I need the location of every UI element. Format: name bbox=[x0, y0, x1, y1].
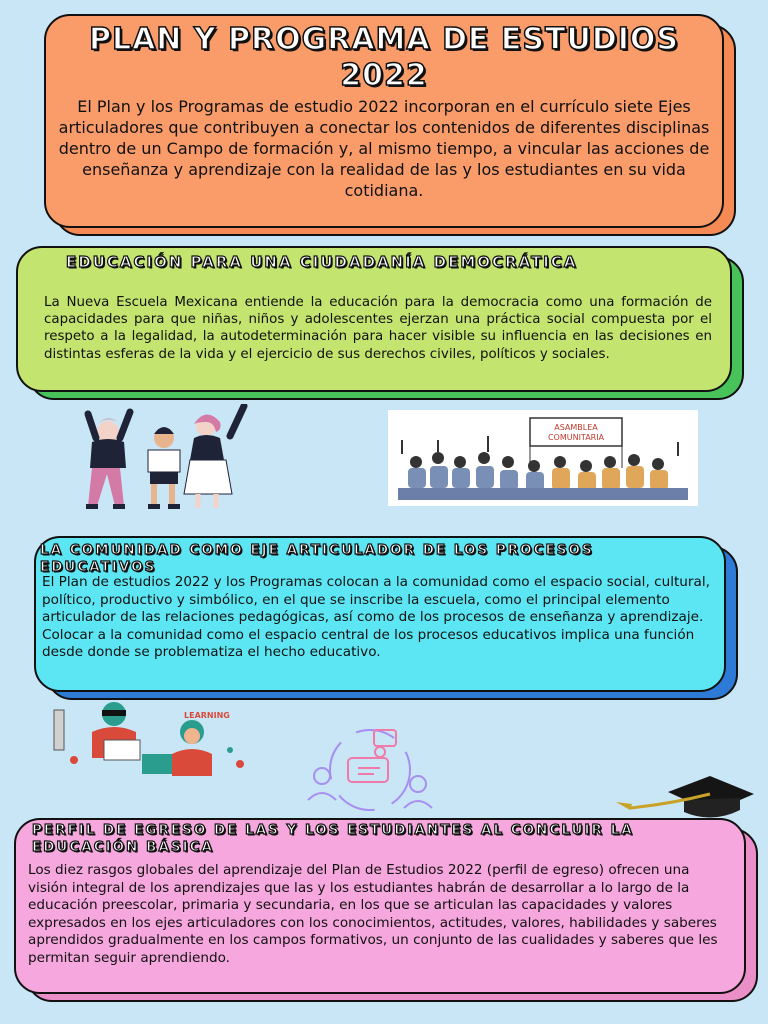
ciudadania-title: EDUCACIÓN PARA UNA CIUDADANÍA DEMOCRÁTICA bbox=[66, 253, 578, 271]
graduation-cap-icon bbox=[614, 772, 760, 824]
asamblea-sign-text: ASAMBLEA COMUNITARIA bbox=[547, 423, 605, 442]
main-title: PLAN Y PROGRAMA DE ESTUDIOS 2022 bbox=[88, 22, 680, 93]
community-network-icon bbox=[290, 724, 450, 816]
learning-sign-text: LEARNING bbox=[184, 711, 230, 720]
comunidad-title: LA COMUNIDAD COMO EJE ARTICULADOR DE LOS PROCESOS EDUCATIVOS bbox=[40, 542, 594, 575]
people-cheering-illustration bbox=[68, 404, 258, 516]
perfil-egreso-text: Los diez rasgos globales del aprendizaje del Plan de Estudios 2022 (perfil de egreso) ofrecen una visión integral de los aprendizajes que las y los estudiantes habrán de desarrollar a lo largo de la educación preescolar, primaria y secundaria, en los que se articulan las capacidades y valores expresados en los ejes articuladores con los conocimientos, actitudes, valores, habilidades y saberes aprendidos gradualmente en los campos formativos, un conjunto de las cualidades y saberes que les permitan seguir aprendiendo. bbox=[28, 862, 718, 966]
perfil-egreso-card bbox=[14, 818, 746, 994]
perfil-egreso-title: PERFIL DE EGRESO DE LAS Y LOS ESTUDIANTES AL CONCLUIR LA EDUCACIÓN BÁSICA bbox=[32, 822, 634, 855]
learning-illustration bbox=[44, 698, 252, 782]
plan-programa-card bbox=[44, 14, 724, 228]
comunidad-card bbox=[34, 536, 726, 692]
ciudadania-card bbox=[16, 246, 732, 392]
comunidad-text: El Plan de estudios 2022 y los Programas colocan a la comunidad como el espacio social, cultural, político, productivo y simbólico, en el que se inscribe la escuela, como el principal elemento articulador de las relaciones pedagógicas, así como de los procesos de enseñanza y aprendizaje. Colocar a la comunidad como el espacio central de los procesos educativos implica una función desde donde se problematiza el hecho educativo. bbox=[42, 574, 710, 661]
asamblea-comunitaria-illustration bbox=[388, 410, 698, 506]
plan-programa-text: El Plan y los Programas de estudio 2022 incorporan en el currículo siete Ejes articuladores que contribuyen a conectar los contenidos de diferentes disciplinas dentro de un Campo de formación y, al mismo tiempo, a vincular las acciones de enseñanza y aprendizaje con la realidad de las y los estudiantes en su vida cotidiana. bbox=[58, 97, 710, 200]
ciudadania-text: La Nueva Escuela Mexicana entiende la educación para la democracia como una formación de capacidades para que niñas, niños y adolescentes ejerzan una práctica social compuesta por el respeto a la legalidad, la autodeterminación para hacer visible su influencia en las decisiones en distintas esferas de la vida y el ejercicio de sus derechos civiles, políticos y sociales. bbox=[44, 295, 712, 362]
